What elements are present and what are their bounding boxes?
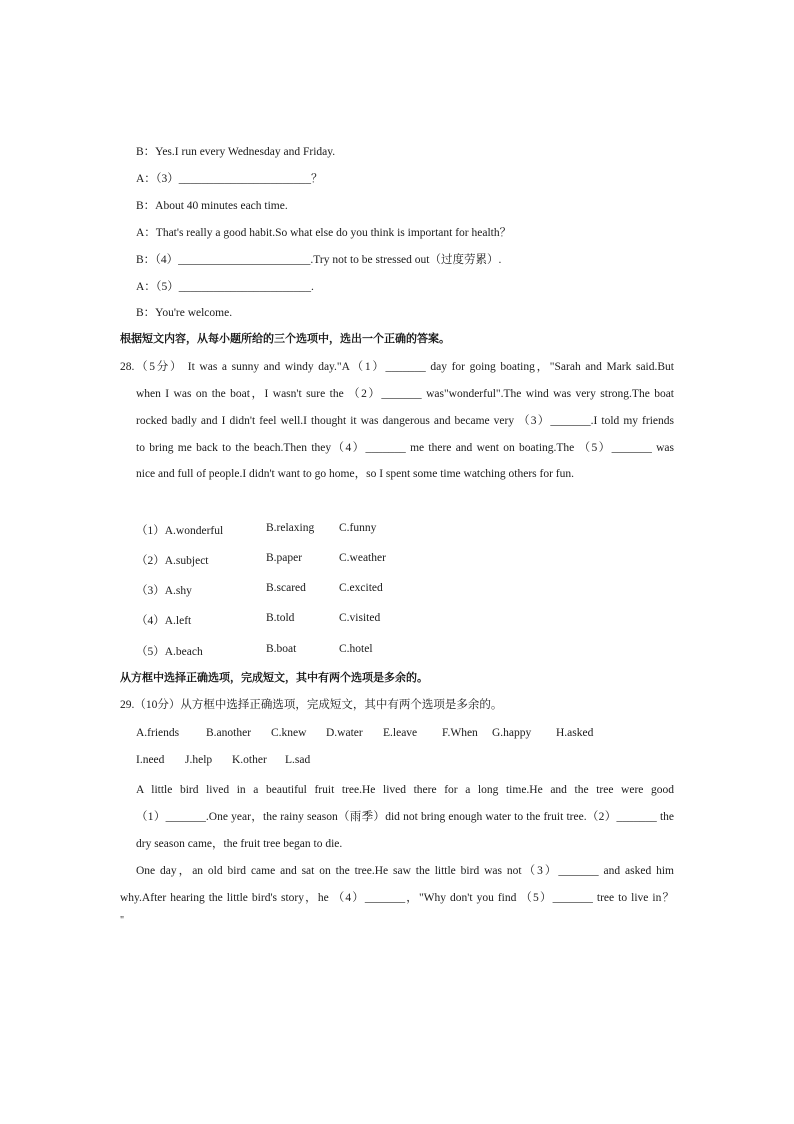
q28-opt2-a: （2）A.subject xyxy=(136,555,209,567)
q28-opt3-a: （3）A.shy xyxy=(136,585,192,597)
q29-passage-line-5: why.After hearing the little bird's story，he （4）_______，"Why don't you find （5）_______ tree to live in？ xyxy=(120,892,674,904)
q29-passage-line-2: （1）_______.One year，the rainy season（雨季）did not bring enough water to the fruit tree.（2）_______ the xyxy=(136,811,674,823)
q28-passage-line-2: when I was on the boat，I wasn't sure the （2）_______ was"wonderful".The wind was very strong.The boat xyxy=(136,388,674,400)
q29-word-e: E.leave xyxy=(383,727,418,739)
q28-passage-line-1: 28.（5分） It was a sunny and windy day."A（1）_______ day for going boating，"Sarah and Mark said.But xyxy=(120,361,674,373)
dialogue-line-1: B：Yes.I run every Wednesday and Friday. xyxy=(136,146,336,158)
q29-word-i: I.need xyxy=(136,754,165,766)
q29-word-f: F.When xyxy=(442,727,478,739)
q28-opt1-c: C.funny xyxy=(339,522,377,534)
q29-word-j: J.help xyxy=(185,754,213,766)
q29-word-d: D.water xyxy=(326,727,363,739)
q29-word-a: A.friends xyxy=(136,727,180,739)
q28-opt5-b: B.boat xyxy=(266,643,297,655)
q28-opt5-c: C.hotel xyxy=(339,643,373,655)
q28-opt4-c: C.visited xyxy=(339,612,381,624)
dialogue-line-6: A：（5）_______________________. xyxy=(136,281,314,293)
q29-word-b: B.another xyxy=(206,727,252,739)
section-heading-reading: 根据短文内容，从每小题所给的三个选项中，选出一个正确的答案。 xyxy=(120,332,450,345)
dialogue-line-3: B：About 40 minutes each time. xyxy=(136,200,288,212)
q28-passage-line-3: rocked badly and I didn't feel well.I thought it was dangerous and became very （3）_______.I told my friends xyxy=(136,415,674,427)
q28-opt2-c: C.weather xyxy=(339,552,386,564)
q29-word-k: K.other xyxy=(232,754,267,766)
q28-opt2-b: B.paper xyxy=(266,552,303,564)
q29-title: 29.（10分）从方框中选择正确选项，完成短文，其中有两个选项是多余的。 xyxy=(120,699,503,711)
q28-opt1-a: （1）A.wonderful xyxy=(136,525,224,537)
q29-word-l: L.sad xyxy=(285,754,311,766)
q28-opt4-b: B.told xyxy=(266,612,295,624)
dialogue-line-2: A：（3）_______________________？ xyxy=(136,173,323,185)
q28-passage-line-4: to bring me back to the beach.Then they（4）_______ me there and went on boating.The （5）_______ was xyxy=(136,442,674,454)
q28-opt3-b: B.scared xyxy=(266,582,306,594)
q29-passage-line-1: A little bird lived in a beautiful fruit tree.He lived there for a long time.He and the tree were good xyxy=(136,784,674,796)
dialogue-line-5: B：（4）_______________________.Try not to be stressed out（过度劳累）. xyxy=(136,254,502,266)
section-heading-cloze: 从方框中选择正确选项，完成短文，其中有两个选项是多余的。 xyxy=(120,671,428,684)
q29-word-g: G.happy xyxy=(492,727,532,739)
q28-opt1-b: B.relaxing xyxy=(266,522,315,534)
q29-word-c: C.knew xyxy=(271,727,307,739)
q29-passage-line-6: " xyxy=(120,915,125,926)
q28-passage-line-5: nice and full of people.I didn't want to go home，so I spent some time watching others for fun. xyxy=(136,468,575,480)
dialogue-line-7: B：You're welcome. xyxy=(136,307,233,319)
q29-passage-line-4: One day，an old bird came and sat on the tree.He saw the little bird was not（3）_______ and asked him xyxy=(136,865,674,877)
q29-passage-line-3: dry season came，the fruit tree began to die. xyxy=(136,838,343,850)
q29-word-h: H.asked xyxy=(556,727,594,739)
dialogue-line-4: A：That's really a good habit.So what else do you think is important for health？ xyxy=(136,227,512,239)
q28-opt4-a: （4）A.left xyxy=(136,615,192,627)
q28-opt5-a: （5）A.beach xyxy=(136,646,203,658)
q28-opt3-c: C.excited xyxy=(339,582,383,594)
